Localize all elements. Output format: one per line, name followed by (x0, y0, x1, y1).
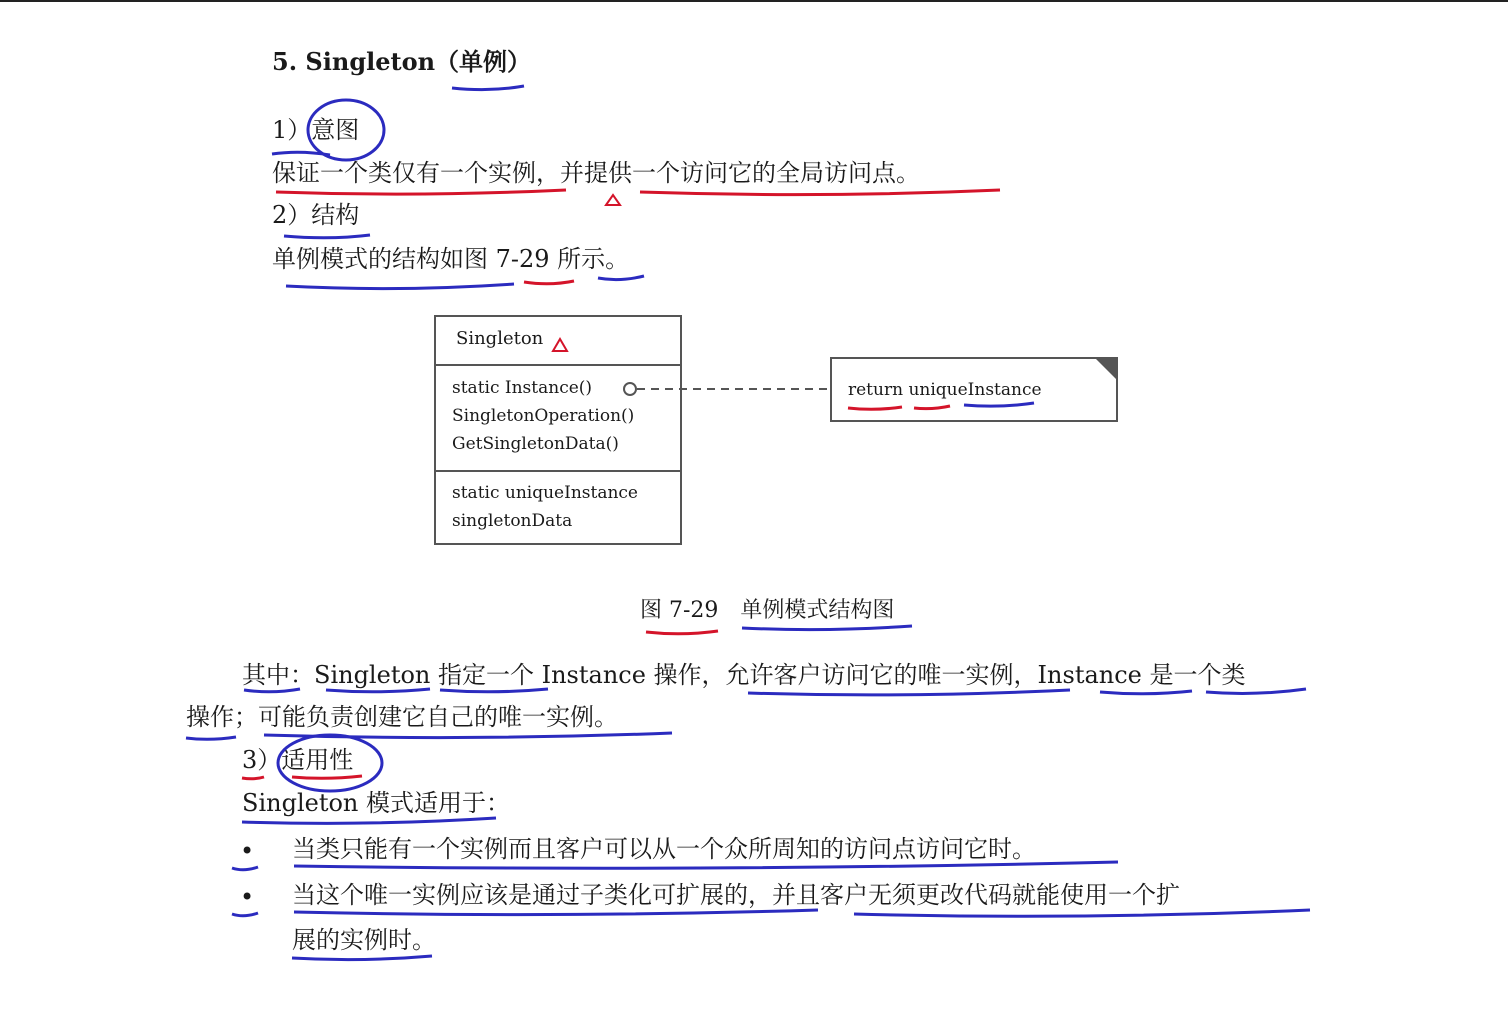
intent-text: 保证一个类仅有一个实例，并提供一个访问它的全局访问点。 (272, 159, 920, 187)
ink-underline-blue (292, 956, 432, 960)
ink-underline-blue (1100, 691, 1192, 694)
ink-underline-red (524, 281, 574, 284)
ink-underline-red (640, 190, 1000, 195)
applicability-intro: Singleton 模式适用于： (242, 789, 510, 817)
ink-underline-blue (284, 235, 370, 238)
note-fold-corner (1094, 357, 1118, 381)
ink-underline-red (292, 776, 362, 778)
explanation-line1: 其中：Singleton 指定一个 Instance 操作，允许客户访问它的唯一实例，Instance 是一个类 (242, 661, 1246, 689)
uml-attribute: static uniqueInstance (452, 483, 638, 503)
ink-underline-blue (854, 910, 1310, 916)
uml-operation: SingletonOperation() (452, 406, 635, 426)
heading-title: Singleton（单例） (305, 47, 532, 76)
uml-operations-section (436, 364, 680, 472)
applicability-label: 3）适用性 (242, 746, 354, 774)
uml-operation: static Instance() (452, 378, 593, 398)
uml-note (830, 357, 1118, 422)
uml-class-name: Singleton (456, 328, 544, 349)
ink-underline-blue (294, 910, 818, 915)
ink-underline-blue (748, 690, 1070, 695)
bullet-text: 当这个唯一实例应该是通过子类化可扩展的，并且客户无须更改代码就能使用一个扩 (292, 881, 1180, 909)
section-heading (272, 47, 531, 77)
ink-underline-blue (742, 626, 912, 630)
uml-attribute: singletonData (452, 511, 573, 531)
uml-operation: GetSingletonData() (452, 434, 619, 454)
ink-underline-blue (186, 737, 236, 739)
bullet-text-continuation: 展的实例时。 (292, 926, 436, 954)
uml-note-text: return uniqueInstance (848, 380, 1042, 400)
ink-triangle-mark (606, 195, 620, 205)
figure-caption: 图 7-29 单例模式结构图 (640, 598, 895, 623)
ink-underline-blue (286, 284, 514, 289)
ink-underline-red (276, 190, 566, 194)
uml-attributes-section (436, 470, 680, 547)
ink-underline-blue (452, 86, 524, 90)
ink-underline-red (646, 631, 718, 634)
structure-label: 2）结构 (272, 201, 360, 229)
ink-underline-blue (242, 818, 496, 823)
bullet-dot: • (240, 837, 255, 865)
bullet-text: 当类只能有一个实例而且客户可以从一个众所周知的访问点访问它时。 (292, 835, 1036, 863)
top-border (0, 0, 1508, 2)
ink-underline-blue (598, 276, 644, 280)
explanation-line2: 操作；可能负责创建它自己的唯一实例。 (186, 703, 618, 731)
heading-number: 5. (272, 47, 298, 76)
uml-class-box (434, 315, 682, 545)
ink-underline-blue (232, 867, 258, 870)
bullet-dot: • (240, 883, 255, 911)
ink-underline-red (242, 777, 264, 779)
ink-underline-blue (264, 733, 672, 738)
ink-underline-blue (272, 152, 330, 155)
ink-underline-blue (232, 913, 258, 916)
structure-text: 单例模式的结构如图 7-29 所示。 (272, 245, 630, 273)
intent-label: 1）意图 (272, 116, 360, 144)
